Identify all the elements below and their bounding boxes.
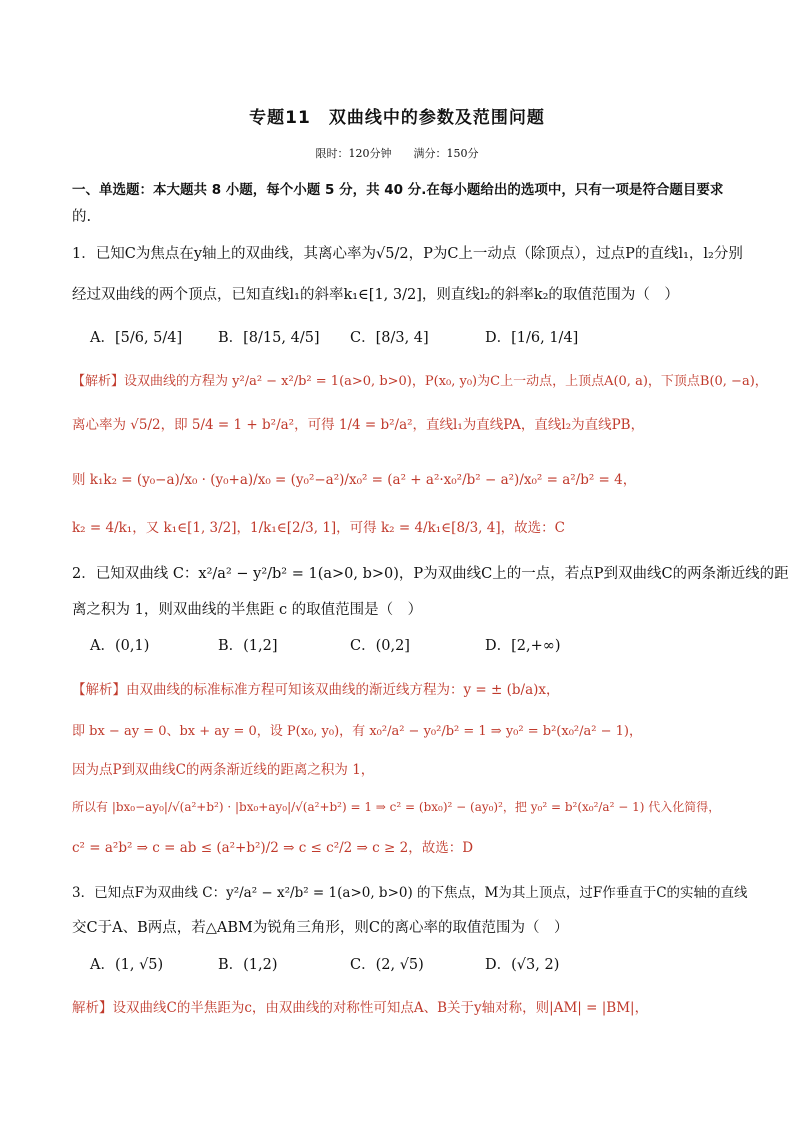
q2-solution-line4: 所以有 |bx₀−ay₀|/√(a²+b²) · |bx₀+ay₀|/√(a²+b²) = 1 ⇒ c² = (bx₀)² − (ay₀)²，把 y₀² = b²(x₀²/a² − 1) 代入化简得， — [72, 800, 721, 814]
q3-option-c: C．(2, √5) — [350, 957, 424, 973]
q2-option-a: A．(0,1) — [90, 638, 150, 654]
q1-option-b: B．[8/15, 4/5] — [218, 330, 320, 346]
q2-option-b: B．(1,2] — [218, 638, 278, 654]
page-title: 专题11 双曲线中的参数及范围问题 — [249, 108, 545, 128]
section-heading-line2: 的. — [72, 209, 92, 225]
page-subtitle: 限时：120分钟 满分：150分 — [315, 147, 479, 160]
q1-solution-line2: 离心率为 √5/2，即 5/4 = 1 + b²/a²，可得 1/4 = b²/a²，直线l₁为直线PA，直线l₂为直线PB， — [72, 417, 645, 433]
q1-option-a: A．[5/6, 5/4] — [90, 330, 183, 346]
q1-line1: 1．已知C为焦点在y轴上的双曲线，其离心率为√5/2，P为C上一动点（除顶点），过点P的直线l₁，l₂分别 — [72, 246, 743, 262]
q1-solution-line1: 【解析】设双曲线的方程为 y²/a² − x²/b² = 1(a>0, b>0)，P(x₀, y₀)为C上一动点，上顶点A(0, a)，下顶点B(0, −a)， — [72, 374, 768, 389]
q3-option-a: A．(1, √5) — [90, 957, 164, 973]
q1-solution-line4: k₂ = 4/k₁，又 k₁∈[1, 3/2]，1/k₁∈[2/3, 1]，可得 k₂ = 4/k₁∈[8/3, 4]，故选：C — [72, 520, 565, 536]
q3-solution-line1: 解析】设双曲线C的半焦距为c，由双曲线的对称性可知点A、B关于y轴对称，则|AM| = |BM|， — [72, 1000, 649, 1016]
q2-line2: 离之积为 1，则双曲线的半焦距 c 的取值范围是（ ） — [72, 602, 423, 618]
q3-option-d: D．(√3, 2) — [485, 957, 560, 973]
q2-solution-line5: c² = a²b² ⇒ c = ab ≤ (a²+b²)/2 ⇒ c ≤ c²/2 ⇒ c ≥ 2，故选：D — [72, 840, 474, 856]
q2-solution-line1: 【解析】由双曲线的标准标准方程可知该双曲线的渐近线方程为：y = ± (b/a)x， — [72, 682, 560, 698]
q3-line1: 3．已知点F为双曲线 C：y²/a² − x²/b² = 1(a>0, b>0) 的下焦点，M为其上顶点，过F作垂直于C的实轴的直线 — [72, 885, 748, 901]
q2-option-c: C．(0,2] — [350, 638, 410, 654]
q2-solution-line2: 即 bx − ay = 0、bx + ay = 0，设 P(x₀, y₀)，有 x₀²/a² − y₀²/b² = 1 ⇒ y₀² = b²(x₀²/a² − 1)， — [72, 724, 642, 739]
q1-solution-line3: 则 k₁k₂ = (y₀−a)/x₀ · (y₀+a)/x₀ = (y₀²−a²)/x₀² = (a² + a²·x₀²/b² − a²)/x₀² = a²/b² = 4， — [72, 472, 637, 488]
q3-option-b: B．(1,2) — [218, 957, 278, 973]
q2-solution-line3: 因为点P到双曲线C的两条渐近线的距离之积为 1， — [72, 762, 375, 778]
q3-line2: 交C于A、B两点，若△ABM为锐角三角形，则C的离心率的取值范围为（ ） — [72, 920, 569, 936]
q2-option-d: D．[2,+∞) — [485, 638, 561, 654]
q1-option-d: D．[1/6, 1/4] — [485, 330, 579, 346]
q1-line2: 经过双曲线的两个顶点，已知直线l₁的斜率k₁∈[1, 3/2]，则直线l₂的斜率k₂的取值范围为（ ） — [72, 287, 679, 303]
section-heading-line1: 一、单选题：本大题共 8 小题，每个小题 5 分，共 40 分.在每小题给出的选项中，只有一项是符合题目要求 — [72, 182, 724, 198]
q1-option-c: C．[8/3, 4] — [350, 330, 429, 346]
q2-line1: 2．已知双曲线 C：x²/a² − y²/b² = 1(a>0, b>0)，P为双曲线C上的一点，若点P到双曲线C的两条渐近线的距 — [72, 566, 789, 582]
